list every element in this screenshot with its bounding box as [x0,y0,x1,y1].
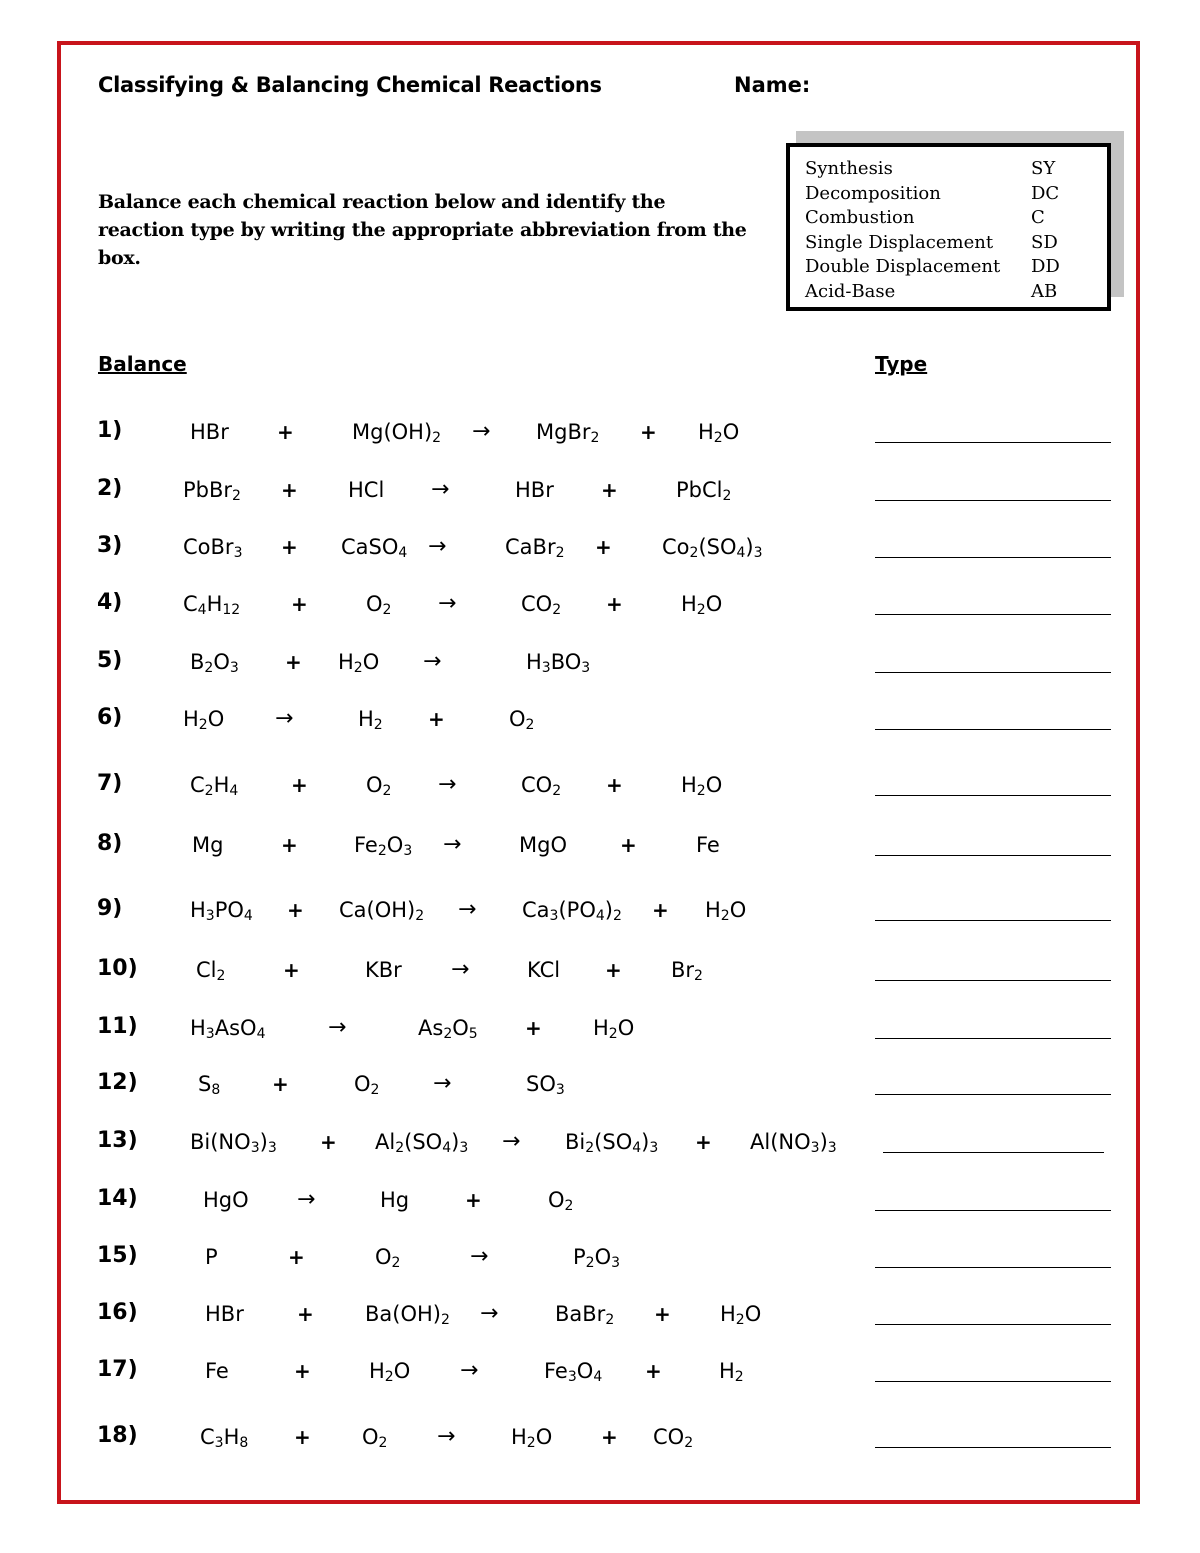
chemical-formula: $Ca(OH)_2$ [339,898,425,924]
chemical-formula: $H_2O$ [369,1359,411,1385]
chemical-formula: $Fe_2O_3$ [354,833,413,859]
chemical-formula: MgBr$_2$ [536,420,600,446]
chemical-formula: $H_2O$ [720,1302,762,1328]
type-answer-line[interactable] [875,500,1111,501]
chemical-formula: PbCl$_2$ [676,478,732,504]
type-answer-line[interactable] [875,1447,1111,1448]
chemical-formula: HBr [205,1302,244,1326]
legend-abbr: AB [1031,280,1058,302]
chemical-formula: $CO_2$ [653,1425,694,1451]
chemical-formula: $Al(NO_3)_3$ [750,1130,837,1156]
plus-sign: + [640,420,657,444]
reaction-number: 3) [97,533,123,558]
plus-sign: + [281,478,298,502]
name-label: Name: [734,73,811,97]
reaction-number: 5) [97,648,123,673]
chemical-formula: HCl [348,478,385,502]
plus-sign: + [652,898,669,922]
plus-sign: + [595,535,612,559]
chemical-formula: $H_2O$ [698,420,740,446]
chemical-formula: CaBr$_2$ [505,535,565,561]
type-answer-line[interactable] [883,1152,1104,1153]
plus-sign: + [601,478,618,502]
plus-sign: + [283,958,300,982]
reaction-arrow: → [480,1301,499,1326]
reaction-arrow: → [297,1187,316,1212]
chemical-formula: $H_3BO_3$ [526,650,591,676]
chemical-formula: HBr [190,420,229,444]
chemical-formula: $Fe_3O_4$ [544,1359,603,1385]
plus-sign: + [294,1425,311,1449]
reaction-number: 13) [97,1128,138,1153]
plus-sign: + [606,773,623,797]
reaction-arrow: → [460,1358,479,1383]
plus-sign: + [620,833,637,857]
reaction-number: 10) [97,956,138,981]
chemical-formula: $Br_2$ [671,958,703,984]
instructions: Balance each chemical reaction below and identify the reaction type by writing the appropriate abbreviation from the box. [98,191,747,269]
legend-row [805,206,1107,231]
legend-type: Combustion [805,207,915,228]
chemical-formula: $SO_3$ [526,1072,565,1098]
chemical-formula: $H_2$ [719,1359,744,1385]
chemical-formula: $As_2O_5$ [418,1016,478,1042]
reaction-number: 7) [97,771,123,796]
reaction-arrow: → [328,1015,347,1040]
type-answer-line[interactable] [875,672,1111,673]
legend-abbr: DC [1031,182,1060,204]
chemical-formula: $H_3PO_4$ [190,898,253,924]
chemical-formula: HBr [515,478,554,502]
chemical-formula: $Co_2(SO_4)_3$ [662,535,763,561]
plus-sign: + [645,1359,662,1383]
reaction-arrow: → [423,649,442,674]
chemical-formula: $H_2$ [358,707,383,733]
chemical-formula: KCl [527,958,561,982]
type-answer-line[interactable] [875,1094,1111,1095]
legend-row [805,182,1107,207]
chemical-formula: $Al_2(SO_4)_3$ [375,1130,469,1156]
legend-type: Single Displacement [805,231,994,253]
plus-sign: + [272,1072,289,1096]
type-answer-line[interactable] [875,980,1111,981]
reaction-arrow: → [438,772,457,797]
plus-sign: + [695,1130,712,1154]
legend-row [805,157,1107,182]
chemical-formula: P [205,1245,218,1269]
type-answer-line[interactable] [875,614,1111,615]
reaction-number: 14) [97,1186,138,1211]
reaction-arrow: → [433,1071,452,1096]
type-header: Type [875,352,928,376]
reaction-number: 16) [97,1300,138,1325]
chemical-formula: $Ba(OH)_2$ [365,1302,450,1328]
reaction-arrow: → [431,477,450,502]
chemical-formula: $Mg(OH)_2$ [352,420,442,446]
reaction-number: 2) [97,476,123,501]
type-answer-line[interactable] [875,795,1111,796]
reaction-number: 4) [97,590,123,615]
reaction-arrow: → [275,706,294,731]
plus-sign: + [428,707,445,731]
legend-type: Synthesis [805,158,893,179]
chemical-formula: $CO_2$ [521,592,562,618]
plus-sign: + [525,1016,542,1040]
chemical-formula: $H_3AsO_4$ [190,1016,266,1042]
chemical-formula: Mg [192,833,224,857]
type-answer-line[interactable] [875,557,1111,558]
type-answer-line[interactable] [875,442,1111,443]
type-answer-line[interactable] [875,1267,1111,1268]
reaction-arrow: → [437,1424,456,1449]
legend-abbr: SD [1031,231,1058,253]
chemical-formula: $H_2O$ [338,650,380,676]
reaction-arrow: → [443,832,462,857]
legend-type: Double Displacement [805,256,1001,277]
chemical-formula: $B_2O_3$ [190,650,239,676]
chemical-formula: $O_2$ [375,1245,401,1271]
chemical-formula: MgO [519,833,567,857]
reaction-arrow: → [451,957,470,982]
chemical-formula: $Bi_2(SO_4)_3$ [565,1130,659,1156]
chemical-formula: $Ca_3(PO_4)_2$ [522,898,622,924]
plus-sign: + [605,958,622,982]
chemical-formula: $O_2$ [548,1188,574,1214]
reaction-number: 11) [97,1014,138,1039]
chemical-formula: $C_4H_{12}$ [183,592,241,618]
plus-sign: + [285,650,302,674]
chemical-formula: CoBr$_3$ [183,535,243,561]
plus-sign: + [291,592,308,616]
chemical-formula: $CO_2$ [521,773,562,799]
chemical-formula: $P_2O_3$ [573,1245,621,1271]
page-title: Classifying & Balancing Chemical Reactions [98,73,602,97]
legend-row [805,255,1107,280]
plus-sign: + [281,535,298,559]
reaction-number: 15) [97,1243,138,1268]
chemical-formula: CaSO$_4$ [341,535,408,561]
chemical-formula: $H_2O$ [183,707,225,733]
plus-sign: + [297,1302,314,1326]
plus-sign: + [465,1188,482,1212]
type-answer-line[interactable] [875,920,1111,921]
chemical-formula: Fe [696,833,720,857]
chemical-formula: $H_2O$ [593,1016,635,1042]
type-answer-line[interactable] [875,1038,1111,1039]
reaction-arrow: → [470,1244,489,1269]
reaction-number: 12) [97,1070,138,1095]
reaction-arrow: → [438,591,457,616]
chemical-formula: $O_2$ [366,592,392,618]
plus-sign: + [294,1359,311,1383]
chemical-formula: $H_2O$ [511,1425,553,1451]
legend-row [805,231,1107,256]
chemical-formula: $Cl_2$ [196,958,226,984]
reaction-arrow: → [502,1129,521,1154]
legend-abbr: C [1031,207,1045,228]
chemical-formula: $C_2H_4$ [190,773,239,799]
reaction-type-legend [786,143,1111,311]
type-answer-line[interactable] [875,1324,1111,1325]
chemical-formula: $Bi(NO_3)_3$ [190,1130,277,1156]
chemical-formula: $O_2$ [509,707,535,733]
reaction-number: 6) [97,705,123,730]
plus-sign: + [288,1245,305,1269]
plus-sign: + [320,1130,337,1154]
chemical-formula: PbBr$_2$ [183,478,241,504]
type-answer-line[interactable] [875,855,1111,856]
chemical-formula: $O_2$ [362,1425,388,1451]
reaction-number: 1) [97,418,123,443]
chemical-formula: $H_2O$ [681,592,723,618]
chemical-formula: $H_2O$ [681,773,723,799]
plus-sign: + [606,592,623,616]
reaction-number: 17) [97,1357,138,1382]
chemical-formula: BaBr$_2$ [555,1302,615,1328]
reaction-arrow: → [428,534,447,559]
plus-sign: + [601,1425,618,1449]
balance-header: Balance [98,352,187,376]
type-answer-line[interactable] [875,1381,1111,1382]
reaction-number: 18) [97,1423,138,1448]
chemical-formula: $O_2$ [366,773,392,799]
chemical-formula: $H_2O$ [705,898,747,924]
legend-abbr: SY [1031,158,1056,179]
plus-sign: + [291,773,308,797]
plus-sign: + [277,420,294,444]
reaction-number: 8) [97,831,123,856]
type-answer-line[interactable] [875,729,1111,730]
chemical-formula: $S_8$ [198,1072,221,1098]
plus-sign: + [654,1302,671,1326]
chemical-formula: KBr [365,958,402,982]
legend-type: Decomposition [805,182,941,204]
chemical-formula: Fe [205,1359,229,1383]
chemical-formula: Hg [380,1188,410,1212]
legend-abbr: DD [1031,256,1060,277]
legend-row [805,280,1107,305]
type-answer-line[interactable] [875,1210,1111,1211]
reaction-arrow: → [458,897,477,922]
chemical-formula: HgO [203,1188,249,1212]
chemical-formula: $C_3H_8$ [200,1425,249,1451]
reaction-number: 9) [97,896,123,921]
chemical-formula: $O_2$ [354,1072,380,1098]
reaction-arrow: → [472,419,491,444]
legend-type: Acid-Base [805,280,896,302]
plus-sign: + [287,898,304,922]
plus-sign: + [281,833,298,857]
